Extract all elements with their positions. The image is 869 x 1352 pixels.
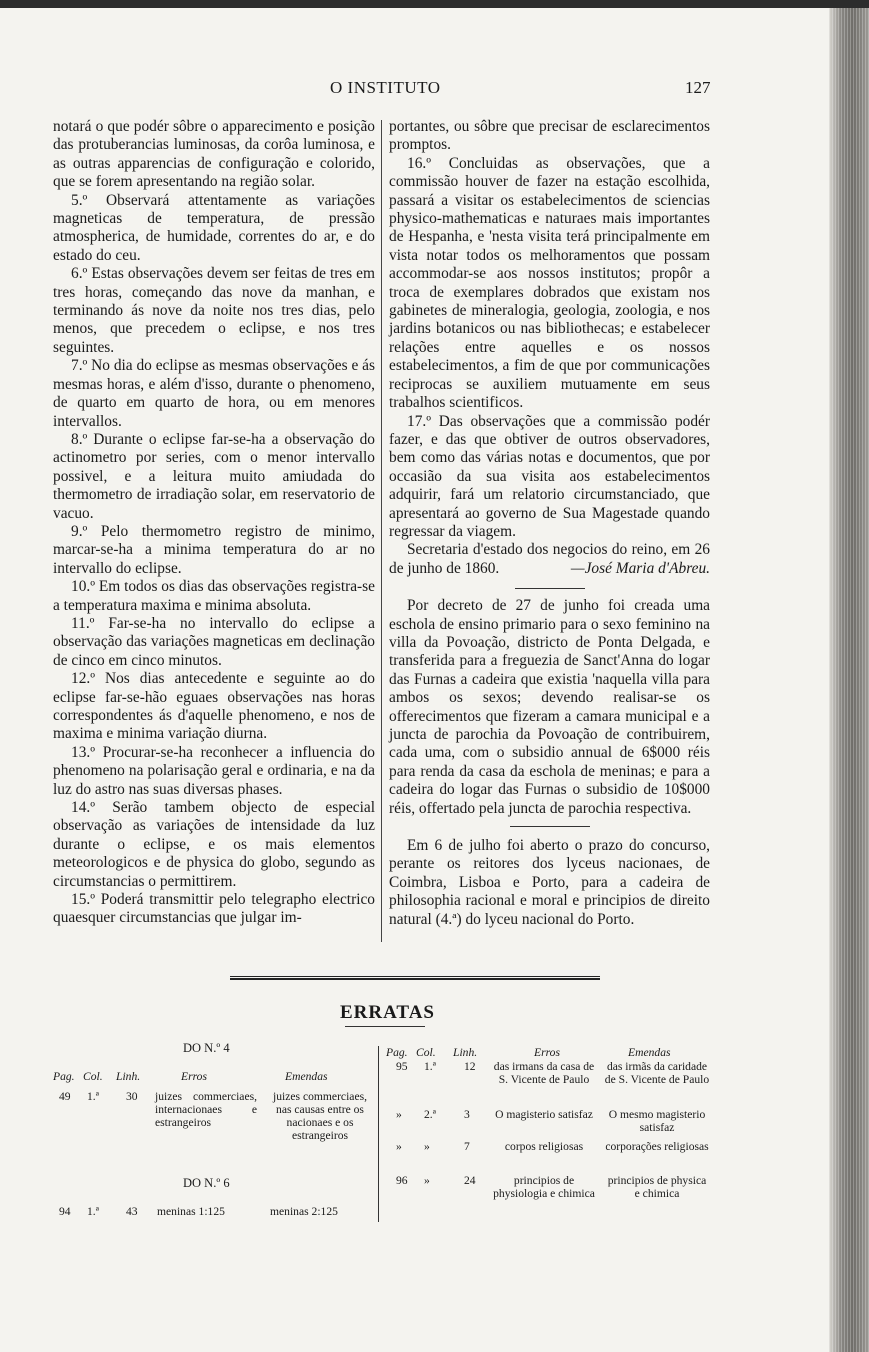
erratas-rule xyxy=(345,1026,425,1027)
left-paragraph: 6.º Estas observações devem ser feitas de tres em tres horas, começando das nove da manhan, e terminando ás nove da noite nos tres dias, pelo menos, que precedem o eclipse, e nos tres seguintes. xyxy=(53,265,375,356)
errata-row-pag: 96 xyxy=(396,1174,408,1187)
erratas-left-table xyxy=(53,1038,373,1223)
row2-col: 1.ª xyxy=(87,1205,99,1218)
page xyxy=(0,8,829,1352)
row2-erros: meninas 1:125 xyxy=(157,1205,225,1218)
errata-row-linh: 24 xyxy=(464,1174,476,1187)
section-rule xyxy=(510,826,590,827)
erratas-divider xyxy=(378,1046,379,1222)
page-number: 127 xyxy=(685,78,711,97)
hdr-pag: Pag. xyxy=(386,1046,408,1059)
running-header xyxy=(0,78,829,106)
hdr-erros: Erros xyxy=(534,1046,560,1059)
errata-row-emendas: principios de physica e chimica xyxy=(607,1174,707,1200)
errata-row-erros: O magisterio satisfaz xyxy=(495,1108,593,1121)
errata-row-pag: » xyxy=(396,1108,402,1121)
hdr-erros: Erros xyxy=(181,1070,207,1083)
left-paragraph: notará o que podér sôbre o apparecimento e posição das protuberancias luminosas, da corôa luminosa, e as outras apparencias de configuração e colorido, que se forem apresentando na região solar. xyxy=(53,118,375,191)
decree-paragraph: Por decreto de 27 de junho foi creada uma eschola de ensino primario para o sexo feminino na villa da Povoação, districto de Ponta Delgada, e transferida para a freguezia de Sanct'Anna do logar das Furnas a cadeira que existia 'naquella villa para ambos os sexos; devendo realisar-se os offerecimentos que fizeram a camara municipal e a juncta de parochia da Povoação de contribuirem, cada uma, com o subsidio annual de 6$000 réis para renda da casa da eschola de meninas; e para a cadeira do logar das Furnas o subsidio de 10$000 réis, offertado pela juncta de parochia respectiva. xyxy=(389,597,710,817)
hdr-col: Col. xyxy=(83,1070,103,1083)
right-paragraph: 16.º Concluidas as observações, que a commissão houver de fazer na estação escolhida, passará a visitar os estabelecimentos de sciencias physico-mathematicas e naturaes mais importantes de Hespanha, e 'nesta visita terá principalmente em vista notar todos os melhoramentos que possam accommodar-se aos nossos institutos; propôr a troca de exemplares dobrados que existam nos gabinetes de mineralogia, geologia, zoologia, e nos jardins botanicos ou nas bibliothecas; e estabelecer relações entre aquelles e os nossos estabelecimentos, a fim de que por communicações reciprocas se auxiliem mutuamente em seus trabalhos scientificos. xyxy=(389,154,710,412)
row2-emendas: meninas 2:125 xyxy=(270,1205,338,1218)
erratas-right-table xyxy=(386,1038,716,1223)
errata-row-col: 1.ª xyxy=(424,1060,436,1073)
double-rule xyxy=(230,975,600,978)
left-paragraph: 9.º Pelo thermometro registro de minimo, marcar-se-ha a minima temperatura do ar no intervallo do eclipse. xyxy=(53,522,375,577)
hdr-linh: Linh. xyxy=(453,1046,478,1059)
section-do-n4: DO N.º 4 xyxy=(183,1041,230,1055)
row1-pag: 49 xyxy=(59,1090,71,1103)
row1-emendas: juizes commerciaes, nas causas entre os nacionaes e os estrangeiros xyxy=(273,1090,367,1142)
section-rule xyxy=(515,588,585,589)
erratas-title: ERRATAS xyxy=(340,1002,435,1023)
row1-col: 1.ª xyxy=(87,1090,99,1103)
left-paragraph: 8.º Durante o eclipse far-se-ha a observação do actinometro por series, com o menor intervallo possivel, e a leitura muito amiudada do thermometro de irradiação solar, em reservatorio de vacuo. xyxy=(53,430,375,522)
errata-row-erros: das irmans da casa de S. Vicente de Paulo xyxy=(493,1060,595,1086)
left-paragraph: 11.º Far-se-ha no intervallo do eclipse a observação das variações magneticas em declinação de cinco em cinco minutos. xyxy=(53,614,375,669)
errata-row-erros: principios de physiologia e chimica xyxy=(493,1174,595,1200)
errata-row-linh: 7 xyxy=(464,1140,470,1153)
row2-pag: 94 xyxy=(59,1205,71,1218)
errata-row-erros: corpos religiosas xyxy=(504,1140,584,1153)
section-do-n6: DO N.º 6 xyxy=(183,1176,230,1190)
row1-linh: 30 xyxy=(126,1090,138,1103)
left-paragraph: 13.º Procurar-se-ha reconhecer a influencia do phenomeno na polarisação geral e ordinaria, e na da luz do astro nas suas diversas phases. xyxy=(53,743,375,798)
left-paragraph: 12.º Nos dias antecedente e seguinte ao do eclipse far-se-hão eguaes observações nas horas correspondentes ás d'aquelle phenomeno, e nos de maxima e minima variação diurna. xyxy=(53,670,375,743)
column-divider xyxy=(381,120,382,942)
left-column xyxy=(53,118,375,928)
errata-row-linh: 3 xyxy=(464,1108,470,1121)
right-paragraph: 17.º Das observações que a commissão podér fazer, e das que obtiver de outros observadores, bem como das várias notas e documentos, que por occasião da sua visita aos estabelecimentos adquirir, fará um relatorio circumstanciado, que apresentará ao governo de Sua Magestade quando regressar da viagem. xyxy=(389,412,710,540)
hdr-emendas: Emendas xyxy=(285,1070,328,1083)
book-spine-edge xyxy=(829,8,869,1352)
left-paragraph: 15.º Poderá transmittir pelo telegrapho electrico quaesquer circumstancias que julgar im- xyxy=(53,891,375,927)
left-paragraph: 14.º Serão tambem objecto de especial observação as variações de intensidade da luz durante o eclipse, e os mais elementos meteorologicos e de physica do globo, segundo as circumstancias o permittirem. xyxy=(53,799,375,890)
hdr-pag: Pag. xyxy=(53,1070,75,1083)
hdr-col: Col. xyxy=(416,1046,436,1059)
errata-row-linh: 12 xyxy=(464,1060,476,1073)
concurso-paragraph: Em 6 de julho foi aberto o prazo do concurso, perante os reitores dos lyceus nacionaes, de Coimbra, Lisboa e Porto, para a cadeira de philosophia racional e moral e principios de direito natural (4.ª) do lyceu nacional do Porto. xyxy=(389,837,710,928)
right-paragraph: Secretaria d'estado dos negocios do reino, em 26 de junho de 1860. xyxy=(389,541,710,577)
left-paragraph: 5.º Observará attentamente as variações magneticas de temperatura, de pressão atmospherica, de humidade, correntes do ar, e do estado do ceu. xyxy=(53,191,375,264)
left-paragraph: 10.º Em todos os dias das observações registra-se a temperatura maxima e minima absoluta. xyxy=(53,578,375,614)
right-paragraph: portantes, ou sôbre que precisar de esclarecimentos promptos. xyxy=(389,118,710,154)
left-paragraph: 7.º No dia do eclipse as mesmas observações e ás mesmas horas, e além d'isso, durante o phenomeno, de quarto em quarto de hora, ou em menores intervallos. xyxy=(53,357,375,430)
errata-row-emendas: corporações religiosas xyxy=(605,1140,709,1153)
hdr-linh: Linh. xyxy=(116,1070,141,1083)
errata-row-emendas: O mesmo magisterio satisfaz xyxy=(608,1108,706,1134)
errata-row-col: » xyxy=(424,1174,430,1187)
scan-top-border xyxy=(0,0,869,8)
journal-title: O INSTITUTO xyxy=(330,78,441,97)
right-column xyxy=(389,118,710,929)
errata-row-pag: 95 xyxy=(396,1060,408,1073)
row2-linh: 43 xyxy=(126,1205,138,1218)
errata-row-pag: » xyxy=(396,1140,402,1153)
errata-row-col: 2.ª xyxy=(424,1108,436,1121)
row1-erros: juizes commerciaes, internacionaes e estrangeiros xyxy=(155,1090,257,1129)
signature: —José Maria d'Abreu. xyxy=(570,559,710,577)
hdr-emendas: Emendas xyxy=(628,1046,671,1059)
errata-row-emendas: das irmãs da caridade de S. Vicente de Paulo xyxy=(604,1060,710,1086)
errata-row-col: » xyxy=(424,1140,430,1153)
